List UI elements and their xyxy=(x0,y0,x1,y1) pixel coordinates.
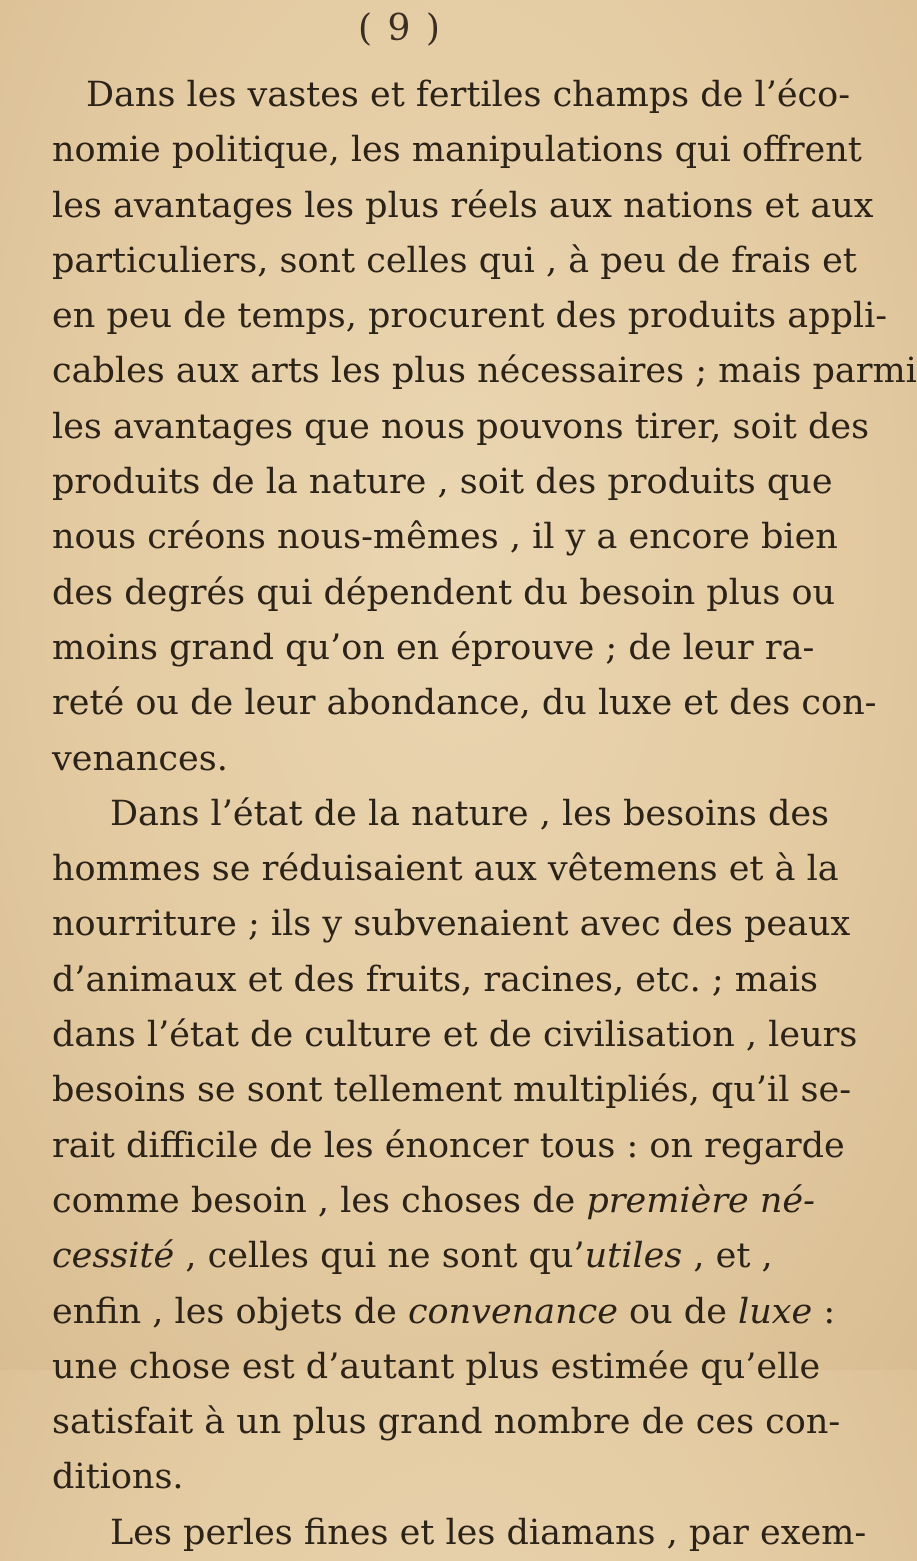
text-run: : xyxy=(812,1291,836,1332)
paragraph-3 xyxy=(52,1506,867,1561)
text-line: nomie politique, les manipulations qui offrent xyxy=(52,130,862,171)
paragraph-1 xyxy=(52,68,917,787)
text-line: les avantages que nous pouvons tirer, soit des xyxy=(52,406,870,447)
text-line: rait difficile de les énoncer tous : on regarde xyxy=(52,1125,845,1166)
text-run: , celles qui ne sont qu’ xyxy=(174,1236,585,1277)
text-line xyxy=(52,1229,773,1284)
text-line: besoins se sont tellement multipliés, qu’il se- xyxy=(52,1070,852,1111)
text-line xyxy=(52,1174,815,1229)
italic-text: convenance xyxy=(407,1291,618,1332)
paragraph-2 xyxy=(52,787,858,1506)
text-run: ou de xyxy=(617,1291,739,1332)
text-line: des degrés qui dépendent du besoin plus ou xyxy=(52,572,836,613)
text-line: Dans l’état de la nature , les besoins des xyxy=(110,793,830,834)
italic-text: utiles xyxy=(584,1236,683,1277)
text-line: d’animaux et des fruits, racines, etc. ; mais xyxy=(52,959,819,1000)
text-line: cables aux arts les plus nécessaires ; mais parmi xyxy=(52,351,917,392)
text-line: dans l’état de culture et de civilisation , leurs xyxy=(52,1015,858,1056)
text-run: comme besoin , les choses de xyxy=(52,1180,587,1221)
text-line xyxy=(52,1285,836,1340)
italic-text: luxe xyxy=(738,1291,813,1332)
italic-text: cessité xyxy=(52,1236,175,1277)
page-text xyxy=(52,68,917,1561)
text-line: en peu de temps, procurent des produits appli- xyxy=(52,296,888,337)
text-line: reté ou de leur abondance, du luxe et des con- xyxy=(52,683,877,724)
text-line: hommes se réduisaient aux vêtemens et à la xyxy=(52,849,839,890)
text-run: , et , xyxy=(682,1236,773,1277)
text-line: nous créons nous-mêmes , il y a encore bien xyxy=(52,517,838,558)
text-run: enfin , les objets de xyxy=(52,1291,408,1332)
text-line: ditions. xyxy=(52,1457,184,1498)
text-line: Les perles fines et les diamans , par exem- xyxy=(110,1512,867,1553)
text-line: produits de la nature , soit des produits que xyxy=(52,462,833,503)
text-line: moins grand qu’on en éprouve ; de leur ra- xyxy=(52,627,815,668)
italic-text: première né- xyxy=(586,1180,815,1221)
page-number: ( 9 ) xyxy=(358,8,442,49)
text-line: Dans les vastes et fertiles champs de l’éco- xyxy=(86,75,851,115)
text-line: nourriture ; ils y subvenaient avec des peaux xyxy=(52,904,851,945)
text-line: une chose est d’autant plus estimée qu’elle xyxy=(52,1346,821,1387)
text-line: satisfait à un plus grand nombre de ces con- xyxy=(52,1402,841,1443)
text-line: les avantages les plus réels aux nations et aux xyxy=(52,185,874,226)
text-line: particuliers, sont celles qui , à peu de frais et xyxy=(52,240,857,281)
text-line: venances. xyxy=(52,738,228,779)
